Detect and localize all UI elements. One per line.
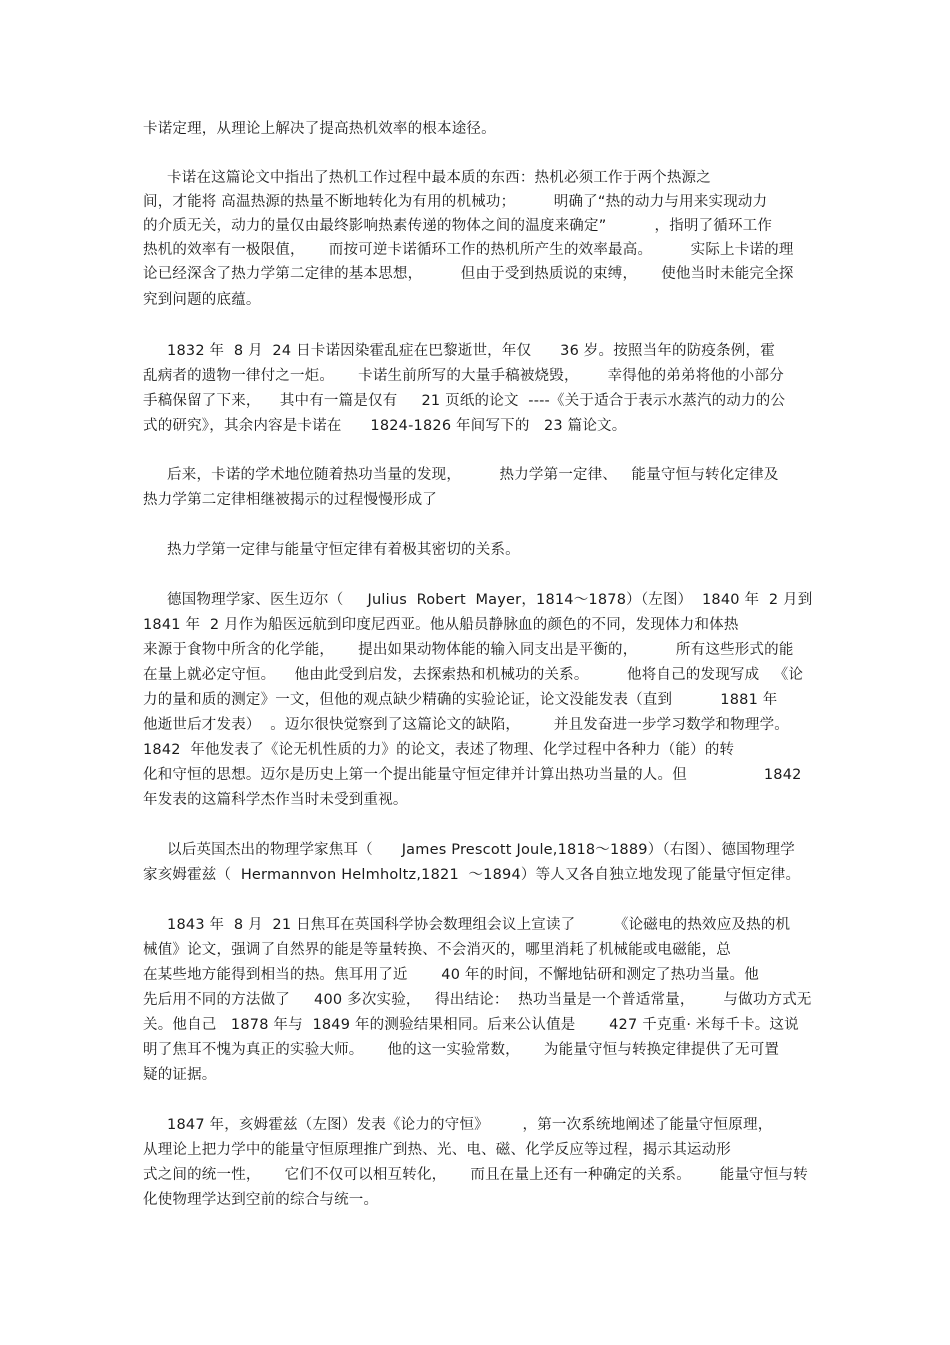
text-line-27: 械值》论文，强调了自然界的能是等量转换、不会消灭的，哪里消耗了机械能或电磁能，总 xyxy=(143,942,731,958)
text-line-35: 式之间的统一性， 它们不仅可以相互转化， 而且在量上还有一种确定的关系。 能量守恒与转 xyxy=(143,1167,808,1183)
text-line-12: 后来，卡诺的学术地位随着热功当量的发现， 热力学第一定律、 能量守恒与转化定律及 xyxy=(143,467,779,483)
text-line-30: 关。他自己 1878 年与 1849 年的测验结果相同。后来公认值是 427 千克重· 米每千卡。这说 xyxy=(143,1017,799,1033)
text-line-36: 化使物理学达到空前的综合与统一。 xyxy=(143,1192,379,1208)
text-line-4: 的介质无关，动力的量仅由最终影响热素传递的物体之间的温度来确定” ，指明了循环工作 xyxy=(143,218,773,234)
text-line-23: 年发表的这篇科学杰作当时未受到重视。 xyxy=(143,792,408,808)
text-line-33: 1847 年，亥姆霍兹（左图）发表《论力的守恒》 ，第一次系统地阐述了能量守恒原理， xyxy=(143,1117,773,1133)
text-line-13: 热力学第二定律相继被揭示的过程慢慢形成了 xyxy=(143,492,437,508)
text-line-31: 明了焦耳不愧为真正的实验大师。 他的这一实验常数， 为能量守恒与转换定律提供了无可置 xyxy=(143,1042,780,1058)
text-line-6: 论已经深含了热力学第二定律的基本思想， 但由于受到热质说的束缚， 使他当时未能完全探 xyxy=(143,266,794,282)
text-line-11: 式的研究》，其余内容是卡诺在 1824-1826 年间写下的 23 篇论文。 xyxy=(143,418,627,434)
text-line-16: 1841 年 2 月作为船医远航到印度尼西亚。他从船员静脉血的颜色的不同，发现体力和体热 xyxy=(143,617,739,633)
text-line-21: 1842 年他发表了《论无机性质的力》的论文，表述了物理、化学过程中各种力（能）的转 xyxy=(143,742,735,758)
text-line-29: 先后用不同的方法做了 400 多次实验， 得出结论： 热功当量是一个普适常量， 与做功方式无 xyxy=(143,992,812,1008)
text-line-5: 热机的效率有一极限值， 而按可逆卡诺循环工作的热机所产生的效率最高。 实际上卡诺的理 xyxy=(143,242,794,258)
text-line-20: 他逝世后才发表） 。迈尔很快觉察到了这篇论文的缺陷， 并且发奋进一步学习数学和物理学。 xyxy=(143,717,789,733)
text-line-25: 家亥姆霍兹（ Hermannvon Helmholtz,1821 ～1894）等人又各自独立地发现了能量守恒定律。 xyxy=(143,867,801,883)
text-line-14: 热力学第一定律与能量守恒定律有着极其密切的关系。 xyxy=(143,542,520,558)
text-line-28: 在某些地方能得到相当的热。焦耳用了近 40 年的时间，不懈地钻研和测定了热功当量。他 xyxy=(143,967,759,983)
text-line-19: 力的量和质的测定》一文，但他的观点缺少精确的实验论证，论文没能发表（直到 1881 年 xyxy=(143,692,778,708)
text-line-7: 究到问题的底蕴。 xyxy=(143,292,261,308)
text-line-10: 手稿保留了下来， 其中有一篇是仅有 21 页纸的论文 ----《关于适合于表示水蒸汽的动力的公 xyxy=(143,393,786,409)
text-line-34: 从理论上把力学中的能量守恒原理推广到热、光、电、磁、化学反应等过程，揭示其运动形 xyxy=(143,1142,731,1158)
text-line-17: 来源于食物中所含的化学能， 提出如果动物体能的输入同支出是平衡的， 所有这些形式的能 xyxy=(143,642,794,658)
text-line-24: 以后英国杰出的物理学家焦耳（ James Prescott Joule,1818～1889）（右图）、德国物理学 xyxy=(143,842,795,858)
text-line-26: 1843 年 8 月 21 日焦耳在英国科学协会数理组会议上宣读了 《论磁电的热效应及热的机 xyxy=(143,917,791,933)
text-line-2: 卡诺在这篇论文中指出了热机工作过程中最本质的东西：热机必须工作于两个热源之 xyxy=(143,170,711,186)
text-line-8: 1832 年 8 月 24 日卡诺因染霍乱症在巴黎逝世，年仅 36 岁。按照当年的防疫条例，霍 xyxy=(143,343,775,359)
text-line-18: 在量上就必定守恒。 他由此受到启发，去探索热和机械功的关系。 他将自己的发现写成 《论 xyxy=(143,667,804,683)
text-line-15: 德国物理学家、医生迈尔（ Julius Robert Mayer，1814～1878）（左图） 1840 年 2 月到 xyxy=(143,592,813,608)
text-line-32: 疑的证据。 xyxy=(143,1067,217,1083)
text-line-9: 乱病者的遗物一律付之一炬。 卡诺生前所写的大量手稿被烧毁， 幸得他的弟弟将他的小部分 xyxy=(143,368,784,384)
text-line-22: 化和守恒的思想。迈尔是历史上第一个提出能量守恒定律并计算出热功当量的人。但 1842 xyxy=(143,767,802,783)
text-line-3: 间，才能将 高温热源的热量不断地转化为有用的机械功； 明确了“热的动力与用来实现动力 xyxy=(143,194,768,210)
text-line-1: 卡诺定理，从理论上解决了提高热机效率的根本途径。 xyxy=(143,121,496,137)
